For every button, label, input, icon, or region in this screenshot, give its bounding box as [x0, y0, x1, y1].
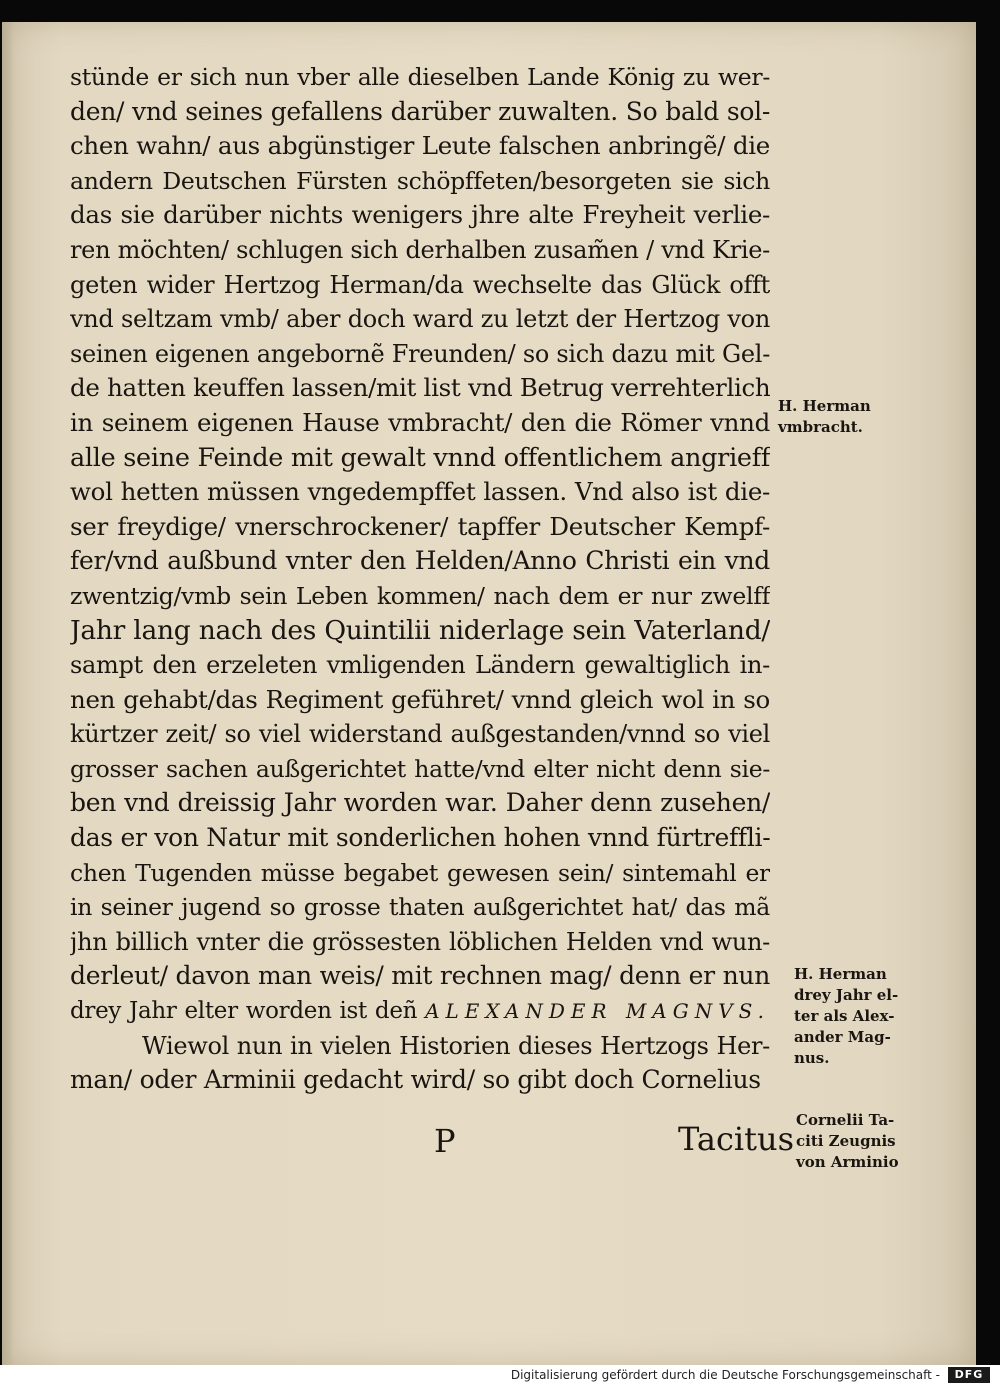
text-line-25: in seiner jugend so grosse thaten außgerichtet hat/ das mã [70, 893, 770, 922]
text-line-22: ben vnd dreissig Jahr worden war. Daher denn zusehen/ [70, 788, 770, 818]
marginal-line: Cornelii Ta- [796, 1111, 895, 1129]
marginal-line: ter als Alex- [794, 1007, 895, 1025]
funding-credit: Digitalisierung gefördert durch die Deutsche Forschungsgemeinschaft - [510, 1368, 940, 1382]
text-line-27: derleut/ davon man weis/ mit rechnen mag/ denn er nun [70, 961, 770, 991]
text-line-9: seinen eigenen angebornẽ Freunden/ so sich dazu mit Gel- [70, 339, 770, 368]
marginal-line: drey Jahr el- [794, 986, 899, 1004]
text-line-3: chen wahn/ aus abgünstiger Leute falschen anbringẽ/ die [70, 131, 770, 161]
text-line-19: nen gehabt/das Regiment geführet/ vnnd gleich wol in so [70, 684, 770, 714]
text-line-23: das er von Natur mit sonderlichen hohen vnnd fürtreffli- [70, 823, 770, 853]
text-line-13: wol hetten müssen vngedempffet lassen. Vnd also ist die- [70, 477, 770, 507]
marginal-line: ander Mag- [794, 1028, 891, 1046]
main-text-block [70, 60, 770, 1098]
text-line-18: sampt den erzeleten vmligenden Ländern gewaltiglich in- [70, 651, 770, 680]
text-line-10: de hatten keuffen lassen/mit list vnd Betrug verrehterlich [70, 373, 770, 403]
text-line-16: zwentzig/vmb sein Leben kommen/ nach dem er nur zwelff [70, 581, 770, 610]
text-line-29: Wiewol nun in vielen Historien dieses Hertzogs Her- [142, 1031, 770, 1060]
marginal-line: vmbracht. [778, 418, 863, 436]
text-line-5: das sie darüber nichts wenigers jhre alte Freyheit verlie- [70, 200, 770, 230]
dfg-logo: DFG [948, 1367, 990, 1383]
text-line-12: alle seine Feinde mit gewalt vnnd offentlichem angrieff [70, 442, 770, 473]
signature-mark: P [434, 1122, 456, 1160]
marginal-note-tacitus [796, 1110, 899, 1173]
marginal-note-alexander [794, 964, 898, 1069]
text-line-28 [70, 994, 770, 1029]
text-line-15: fer/vnd außbund vnter den Helden/Anno Christi ein vnd [70, 546, 770, 576]
text-line-6: ren möchten/ schlugen sich derhalben zusam̃en / vnd Krie- [70, 235, 770, 264]
text-line-8: vnd seltzam vmb/ aber doch ward zu letzt der Hertzog von [70, 305, 770, 334]
text-line-11: in seinem eigenen Hause vmbracht/ den die Römer vnnd [70, 407, 770, 437]
text-line-2: den/ vnd seines gefallens darüber zuwalten. So bald sol- [70, 96, 770, 126]
marginal-line: citi Zeugnis [796, 1132, 896, 1150]
marginal-note-herman-vmbracht [778, 396, 871, 438]
text-line-20: kürtzer zeit/ so viel widerstand außgestanden/vnnd so viel [70, 720, 770, 749]
marginal-line: nus. [794, 1049, 830, 1067]
catchword: Tacitus [678, 1120, 794, 1158]
text-line-26: jhn billich vnter die grössesten löblichen Helden vnd wun- [70, 927, 770, 956]
alexander-magnus-caps: ALEXANDER MAGNVS. [425, 999, 770, 1024]
marginal-line: H. Herman [794, 965, 887, 983]
text-line-1: stünde er sich nun vber alle dieselben Lande König zu wer- [70, 63, 770, 91]
marginal-line: H. Herman [778, 397, 871, 415]
text-line-28-main: drey Jahr elter worden ist deñ [70, 998, 418, 1025]
text-line-4: andern Deutschen Fürsten schöpffeten/besorgeten sie sich [70, 166, 770, 195]
text-line-14: ser freydige/ vnerschrockener/ tapffer Deutscher Kempf- [70, 511, 770, 541]
text-line-30: man/ oder Arminii gedacht wird/ so gibt doch Cornelius [70, 1065, 761, 1095]
marginal-line: von Arminio [796, 1153, 899, 1171]
text-line-7: geten wider Hertzog Herman/da wechselte das Glück offt [70, 270, 770, 299]
text-line-24: chen Tugenden müsse begabet gewesen sein/ sintemahl er [70, 858, 770, 887]
page-gutter-shadow [2, 22, 14, 1365]
book-page [2, 22, 976, 1365]
text-line-17: Jahr lang nach des Quintilii niderlage sein Vaterland/ [70, 614, 770, 646]
text-line-21: grosser sachen außgerichtet hatte/vnd elter nicht denn sie- [70, 754, 770, 783]
